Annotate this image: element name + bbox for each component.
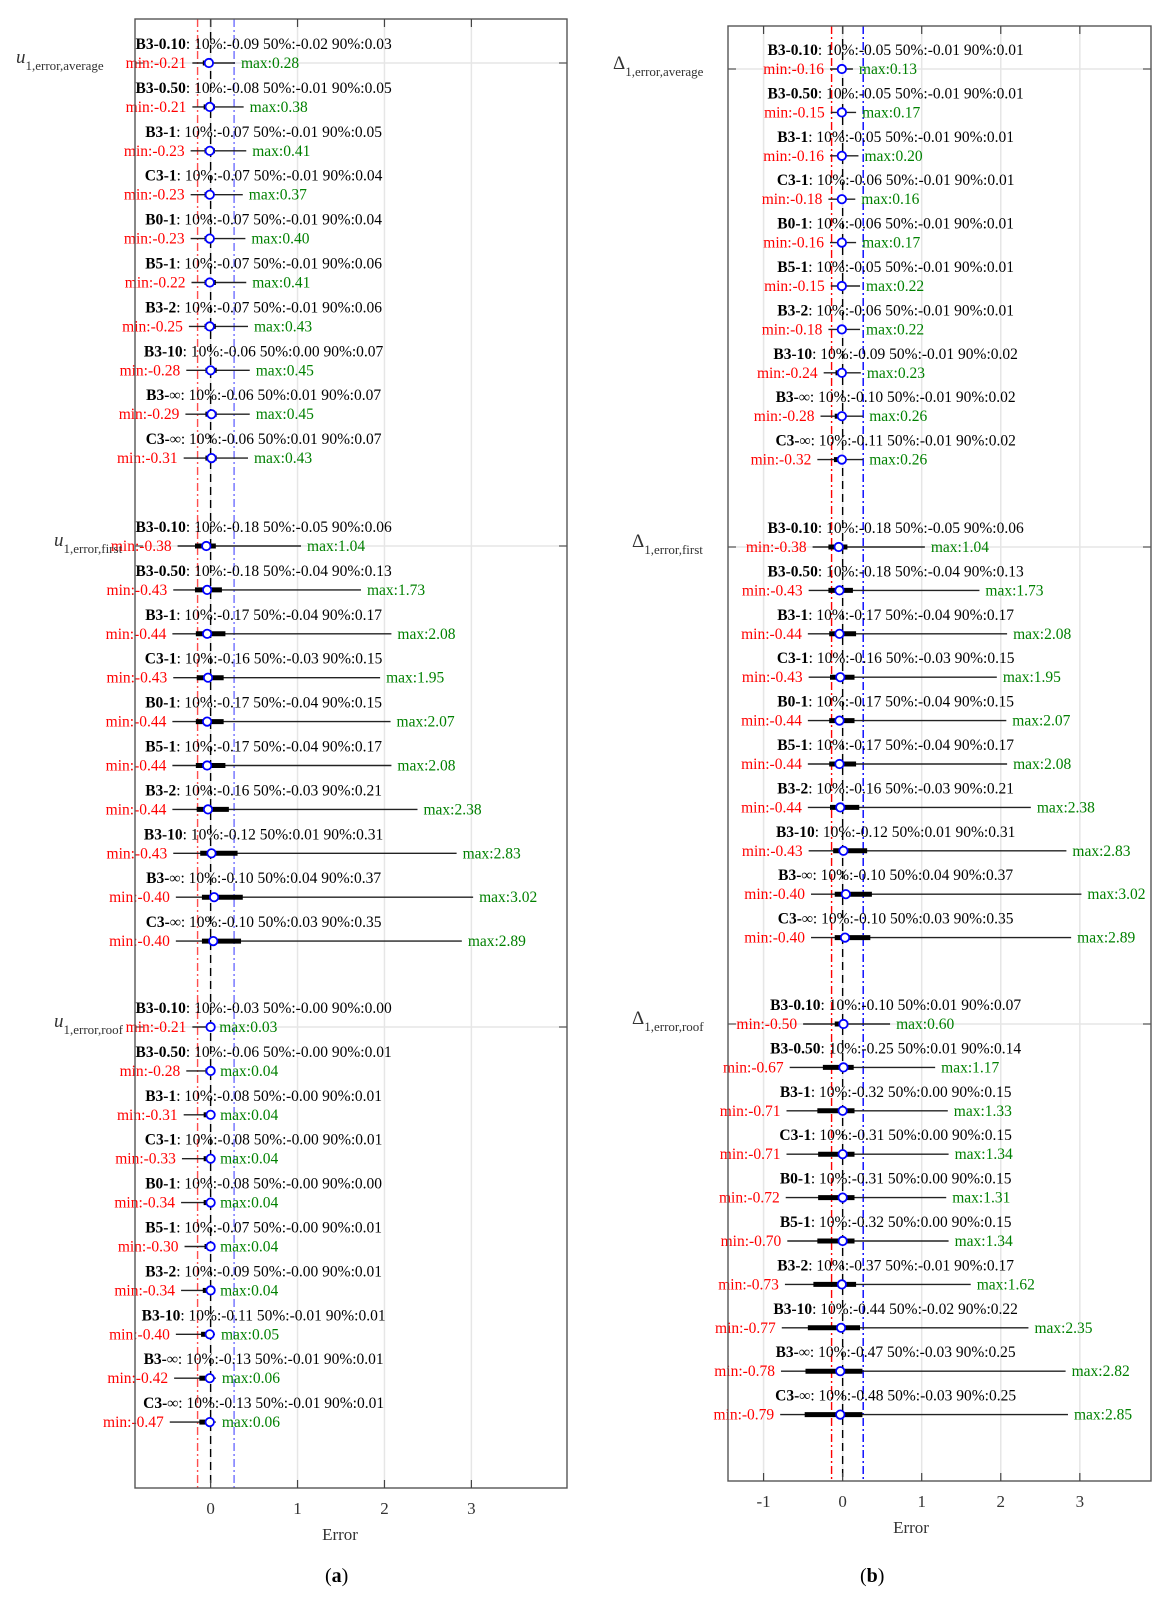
caption-b: (b) <box>860 1565 885 1587</box>
panel-b-chart <box>583 0 1166 1613</box>
min-label: min:-0.77 <box>715 1319 776 1337</box>
row-stats-label: B3-0.10: 10%:-0.05 50%:-0.01 90%:0.01 <box>767 42 1024 59</box>
min-label: min:-0.23 <box>123 186 185 204</box>
max-label: max:0.04 <box>220 1062 279 1080</box>
median-marker <box>203 586 211 594</box>
min-label: min:-0.43 <box>106 669 168 687</box>
row-stats-label: B0-1: 10%:-0.06 50%:-0.01 90%:0.01 <box>777 215 1015 233</box>
min-label: min:-0.71 <box>719 1102 781 1120</box>
median-marker <box>836 1367 844 1375</box>
max-label: max:0.04 <box>220 1282 279 1300</box>
max-label: max:1.04 <box>307 538 366 555</box>
median-marker <box>203 761 211 769</box>
min-label: min:-0.44 <box>741 712 802 730</box>
median-marker <box>838 1193 846 1201</box>
max-label: max:2.35 <box>1034 1319 1093 1337</box>
row-stats-label: B5-1: 10%:-0.05 50%:-0.01 90%:0.01 <box>777 259 1015 276</box>
min-label: min:-0.21 <box>125 98 187 116</box>
min-label: min:-0.23 <box>123 230 185 248</box>
max-label: max:2.89 <box>1077 929 1136 947</box>
median-marker <box>207 410 215 418</box>
min-label: min:-0.40 <box>744 929 806 947</box>
row-stats-label: B3-0.50: 10%:-0.18 50%:-0.04 90%:0.13 <box>135 562 392 580</box>
min-label: min:-0.40 <box>109 933 170 951</box>
row-stats-label: B3-∞: 10%:-0.10 50%:0.04 90%:0.37 <box>146 870 382 888</box>
min-label: min:-0.78 <box>714 1363 775 1381</box>
max-label: max:0.26 <box>869 451 928 469</box>
median-marker <box>206 366 214 374</box>
min-label: min:-0.40 <box>109 1326 170 1344</box>
median-marker <box>206 103 214 111</box>
median-marker <box>839 1020 847 1028</box>
row-stats-label: B5-1: 10%:-0.07 50%:-0.00 90%:0.01 <box>145 1219 383 1237</box>
row-stats-label: C3-∞: 10%:-0.10 50%:0.03 90%:0.35 <box>145 914 382 932</box>
x-tick-label: 3 <box>1075 1492 1085 1511</box>
min-label: min:-0.38 <box>110 538 172 555</box>
min-label: min:-0.16 <box>763 147 824 165</box>
y-group-label: $\Delta_{1,error,roof}$ <box>632 1008 704 1034</box>
min-label: min:-0.15 <box>764 104 825 122</box>
max-label: max:0.41 <box>252 274 311 292</box>
median-marker <box>207 849 215 857</box>
median-marker <box>835 630 843 638</box>
row-stats-label: B3-0.10: 10%:-0.03 50%:-0.00 90%:0.00 <box>135 1000 392 1017</box>
row-stats-label: B0-1: 10%:-0.08 50%:-0.00 90%:0.00 <box>145 1175 383 1193</box>
row-stats-label: C3-∞: 10%:-0.13 50%:-0.01 90%:0.01 <box>143 1395 385 1413</box>
row-stats-label: B3-0.10: 10%:-0.18 50%:-0.05 90%:0.06 <box>135 519 392 536</box>
caption-a: (a) <box>325 1565 349 1587</box>
median-marker <box>842 890 850 898</box>
min-label: min:-0.31 <box>116 1106 178 1124</box>
median-marker <box>838 412 846 420</box>
median-marker <box>838 1107 846 1115</box>
row-stats-label: C3-∞: 10%:-0.48 50%:-0.03 90%:0.25 <box>775 1387 1017 1405</box>
min-label: min:-0.40 <box>744 886 806 904</box>
max-label: max:0.22 <box>866 321 925 339</box>
min-label: min:-0.40 <box>109 889 170 907</box>
median-marker <box>206 1242 214 1250</box>
max-label: max:1.34 <box>954 1146 1013 1164</box>
row-stats-label: B3-0.50: 10%:-0.05 50%:-0.01 90%:0.01 <box>767 85 1024 103</box>
median-marker <box>206 191 214 199</box>
min-label: min:-0.44 <box>105 801 167 819</box>
min-label: min:-0.70 <box>720 1233 782 1250</box>
min-label: min:-0.71 <box>719 1146 781 1164</box>
median-marker <box>206 1286 214 1294</box>
median-marker <box>838 282 846 290</box>
min-label: min:-0.18 <box>761 321 823 339</box>
median-marker <box>206 234 214 242</box>
max-label: max:0.05 <box>220 1326 280 1344</box>
min-label: min:-0.73 <box>718 1276 779 1294</box>
median-marker <box>210 893 218 901</box>
x-tick-label: 1 <box>293 1499 302 1518</box>
row-stats-label: C3-1: 10%:-0.16 50%:-0.03 90%:0.15 <box>144 650 383 668</box>
max-label: max:0.04 <box>220 1106 279 1124</box>
row-stats-label: C3-1: 10%:-0.16 50%:-0.03 90%:0.15 <box>776 650 1015 668</box>
y-group-label: $\Delta_{1,error,first}$ <box>632 531 703 557</box>
min-label: min:-0.50 <box>736 1016 798 1033</box>
median-marker <box>835 586 843 594</box>
row-stats-label: C3-∞: 10%:-0.10 50%:0.03 90%:0.35 <box>777 910 1014 928</box>
median-marker <box>839 1063 847 1071</box>
max-label: max:2.82 <box>1071 1363 1130 1381</box>
max-label: max:2.08 <box>1013 625 1072 643</box>
min-label: min:-0.31 <box>116 450 178 468</box>
row-stats-label: B3-1: 10%:-0.05 50%:-0.01 90%:0.01 <box>777 128 1015 146</box>
row-stats-label: B3-2: 10%:-0.06 50%:-0.01 90%:0.01 <box>777 302 1015 320</box>
row-stats-label: B3-1: 10%:-0.32 50%:0.00 90%:0.15 <box>779 1083 1012 1101</box>
min-label: min:-0.34 <box>114 1194 176 1212</box>
row-stats-label: B3-10: 10%:-0.44 50%:-0.02 90%:0.22 <box>773 1300 1018 1318</box>
x-axis-label: Error <box>322 1525 358 1544</box>
median-marker <box>205 59 213 67</box>
median-marker <box>206 1374 214 1382</box>
row-stats-label: B5-1: 10%:-0.32 50%:0.00 90%:0.15 <box>779 1214 1012 1231</box>
max-label: max:0.43 <box>253 318 313 336</box>
max-label: max:1.31 <box>952 1189 1011 1207</box>
min-label: min:-0.16 <box>763 61 824 78</box>
max-label: max:2.83 <box>1072 842 1131 860</box>
median-marker <box>838 325 846 333</box>
row-stats-label: B3-10: 10%:-0.11 50%:-0.01 90%:0.01 <box>141 1307 386 1325</box>
median-marker <box>836 673 844 681</box>
row-stats-label: B3-10: 10%:-0.12 50%:0.01 90%:0.31 <box>143 826 384 844</box>
max-label: max:0.06 <box>221 1414 280 1432</box>
median-marker <box>834 543 842 551</box>
max-label: max:3.02 <box>1087 886 1146 904</box>
x-axis-label: Error <box>893 1518 929 1537</box>
min-label: min:-0.38 <box>745 539 807 556</box>
row-stats-label: B3-∞: 10%:-0.06 50%:0.01 90%:0.07 <box>146 387 382 405</box>
min-label: min:-0.43 <box>106 845 168 863</box>
row-stats-label: C3-∞: 10%:-0.06 50%:0.01 90%:0.07 <box>145 431 382 449</box>
x-tick-label: 2 <box>380 1499 389 1518</box>
row-stats-label: B3-0.50: 10%:-0.08 50%:-0.01 90%:0.05 <box>135 79 392 97</box>
min-label: min:-0.44 <box>105 625 167 643</box>
median-marker <box>207 454 215 462</box>
median-marker <box>838 455 846 463</box>
max-label: max:1.73 <box>366 581 426 599</box>
median-marker <box>836 1410 844 1418</box>
max-label: max:2.08 <box>1013 756 1072 773</box>
panel-b-plot <box>583 0 1166 1613</box>
x-tick-label: 1 <box>917 1492 926 1511</box>
row-stats-label: B3-1: 10%:-0.17 50%:-0.04 90%:0.17 <box>145 606 383 624</box>
median-marker <box>837 1324 845 1332</box>
max-label: max:1.17 <box>941 1059 1000 1077</box>
max-label: max:0.20 <box>864 147 923 165</box>
row-stats-label: B3-1: 10%:-0.08 50%:-0.00 90%:0.01 <box>145 1087 383 1105</box>
x-tick-label: 2 <box>996 1492 1006 1511</box>
x-tick-label: -1 <box>756 1492 771 1511</box>
max-label: max:2.08 <box>397 625 456 643</box>
median-marker <box>206 1155 214 1163</box>
y-group-label: $u_{1,error,roof}$ <box>54 1011 123 1037</box>
median-marker <box>838 108 846 116</box>
min-label: min:-0.72 <box>718 1189 780 1207</box>
row-stats-label: B3-∞: 10%:-0.13 50%:-0.01 90%:0.01 <box>143 1351 384 1369</box>
y-group-label: $\Delta_{1,error,average}$ <box>613 53 704 79</box>
max-label: max:0.06 <box>221 1370 280 1388</box>
min-label: min:-0.44 <box>741 625 802 643</box>
row-stats-label: B3-0.10: 10%:-0.18 50%:-0.05 90%:0.06 <box>767 520 1024 537</box>
row-stats-label: B3-∞: 10%:-0.47 50%:-0.03 90%:0.25 <box>775 1344 1016 1362</box>
x-tick-label: 3 <box>467 1499 476 1518</box>
row-stats-label: B5-1: 10%:-0.07 50%:-0.01 90%:0.06 <box>145 255 383 273</box>
min-label: min:-0.21 <box>125 55 187 72</box>
median-marker <box>841 933 849 941</box>
min-label: min:-0.79 <box>713 1406 775 1424</box>
y-group-label: $u_{1,error,average}$ <box>16 47 104 73</box>
max-label: max:0.04 <box>220 1194 279 1212</box>
median-marker <box>838 65 846 73</box>
max-label: max:2.07 <box>396 713 455 731</box>
max-label: max:0.45 <box>255 406 314 424</box>
row-stats-label: B3-10: 10%:-0.06 50%:0.00 90%:0.07 <box>143 343 384 361</box>
max-label: max:0.26 <box>869 408 928 426</box>
median-marker <box>206 1111 214 1119</box>
min-label: min:-0.44 <box>741 799 802 817</box>
median-marker <box>204 805 212 813</box>
max-label: max:1.95 <box>386 669 445 687</box>
max-label: max:0.60 <box>896 1016 955 1033</box>
row-stats-label: B3-1: 10%:-0.17 50%:-0.04 90%:0.17 <box>777 606 1015 624</box>
row-stats-label: B3-10: 10%:-0.12 50%:0.01 90%:0.31 <box>775 823 1016 841</box>
row-stats-label: B3-2: 10%:-0.09 50%:-0.00 90%:0.01 <box>145 1263 383 1281</box>
min-label: min:-0.43 <box>741 842 803 860</box>
row-stats-label: B3-0.10: 10%:-0.09 50%:-0.02 90%:0.03 <box>135 36 392 53</box>
min-label: min:-0.21 <box>125 1019 187 1036</box>
median-marker <box>206 1198 214 1206</box>
median-marker <box>206 1330 214 1338</box>
min-label: min:-0.15 <box>764 278 825 295</box>
min-label: min:-0.43 <box>106 581 168 599</box>
median-marker <box>835 716 843 724</box>
max-label: max:0.37 <box>248 186 307 204</box>
max-label: max:1.34 <box>954 1233 1013 1250</box>
row-stats-label: C3-∞: 10%:-0.11 50%:-0.01 90%:0.02 <box>775 432 1016 450</box>
row-stats-label: B3-0.50: 10%:-0.18 50%:-0.04 90%:0.13 <box>767 563 1024 581</box>
median-marker <box>204 674 212 682</box>
y-group-label: $u_{1,error,first}$ <box>54 530 123 556</box>
max-label: max:0.03 <box>219 1019 278 1036</box>
max-label: max:0.40 <box>251 230 310 248</box>
max-label: max:1.73 <box>985 582 1044 600</box>
row-stats-label: C3-1: 10%:-0.31 50%:0.00 90%:0.15 <box>779 1127 1012 1145</box>
row-stats-label: B3-2: 10%:-0.07 50%:-0.01 90%:0.06 <box>145 299 383 317</box>
median-marker <box>838 1150 846 1158</box>
max-label: max:0.17 <box>862 234 921 252</box>
x-tick-label: 0 <box>838 1492 847 1511</box>
row-stats-label: B5-1: 10%:-0.17 50%:-0.04 90%:0.17 <box>145 738 383 756</box>
row-stats-label: B3-2: 10%:-0.37 50%:-0.01 90%:0.17 <box>777 1257 1015 1275</box>
median-marker <box>838 238 846 246</box>
row-stats-label: B0-1: 10%:-0.17 50%:-0.04 90%:0.15 <box>777 693 1015 711</box>
max-label: max:0.22 <box>866 278 925 295</box>
min-label: min:-0.34 <box>114 1282 176 1300</box>
row-stats-label: B3-10: 10%:-0.09 50%:-0.01 90%:0.02 <box>773 345 1018 363</box>
max-label: max:2.08 <box>397 757 456 775</box>
median-marker <box>206 278 214 286</box>
row-stats-label: B5-1: 10%:-0.17 50%:-0.04 90%:0.17 <box>777 737 1015 754</box>
max-label: max:2.38 <box>423 801 482 819</box>
row-stats-label: C3-1: 10%:-0.07 50%:-0.01 90%:0.04 <box>144 167 383 185</box>
max-label: max:0.43 <box>253 450 313 468</box>
max-label: max:0.38 <box>249 98 308 116</box>
max-label: max:0.04 <box>220 1150 279 1168</box>
median-marker <box>202 542 210 550</box>
max-label: max:2.85 <box>1073 1406 1133 1424</box>
max-label: max:2.38 <box>1036 799 1095 817</box>
max-label: max:1.62 <box>976 1276 1035 1294</box>
min-label: min:-0.47 <box>103 1414 164 1432</box>
row-stats-label: B3-0.10: 10%:-0.10 50%:0.01 90%:0.07 <box>770 997 1022 1014</box>
min-label: min:-0.67 <box>722 1059 784 1077</box>
min-label: min:-0.44 <box>105 713 167 731</box>
min-label: min:-0.29 <box>118 406 180 424</box>
median-marker <box>206 1067 214 1075</box>
row-stats-label: C3-1: 10%:-0.06 50%:-0.01 90%:0.01 <box>776 172 1015 190</box>
min-label: min:-0.25 <box>122 318 183 336</box>
max-label: max:0.23 <box>866 364 925 382</box>
median-marker <box>206 1023 214 1031</box>
max-label: max:0.17 <box>862 104 921 122</box>
median-marker <box>203 630 211 638</box>
min-label: min:-0.16 <box>763 234 824 252</box>
max-label: max:0.13 <box>858 61 918 78</box>
median-marker <box>836 803 844 811</box>
max-label: max:0.41 <box>252 142 311 160</box>
max-label: max:0.04 <box>220 1238 279 1256</box>
min-label: min:-0.22 <box>124 274 186 292</box>
median-marker <box>206 322 214 330</box>
row-stats-label: B3-2: 10%:-0.16 50%:-0.03 90%:0.21 <box>777 780 1015 798</box>
median-marker <box>839 847 847 855</box>
min-label: min:-0.28 <box>119 1062 181 1080</box>
median-marker <box>838 369 846 377</box>
row-stats-label: B3-2: 10%:-0.16 50%:-0.03 90%:0.21 <box>145 782 383 800</box>
min-label: min:-0.32 <box>750 451 812 469</box>
min-label: min:-0.44 <box>105 757 167 775</box>
min-label: min:-0.28 <box>119 362 181 380</box>
median-marker <box>203 717 211 725</box>
min-label: min:-0.30 <box>117 1238 179 1256</box>
min-label: min:-0.43 <box>741 669 803 687</box>
median-marker <box>838 1280 846 1288</box>
max-label: max:1.04 <box>930 539 989 556</box>
max-label: max:1.95 <box>1002 669 1061 687</box>
max-label: max:2.07 <box>1012 712 1071 730</box>
row-stats-label: B3-0.50: 10%:-0.25 50%:0.01 90%:0.14 <box>770 1040 1022 1058</box>
max-label: max:3.02 <box>479 889 538 907</box>
min-label: min:-0.44 <box>741 756 802 773</box>
min-label: min:-0.42 <box>107 1370 169 1388</box>
row-stats-label: B0-1: 10%:-0.31 50%:0.00 90%:0.15 <box>779 1170 1012 1188</box>
min-label: min:-0.43 <box>741 582 803 600</box>
min-label: min:-0.28 <box>753 408 815 426</box>
row-stats-label: C3-1: 10%:-0.08 50%:-0.00 90%:0.01 <box>144 1131 383 1149</box>
median-marker <box>838 195 846 203</box>
row-stats-label: B3-∞: 10%:-0.10 50%:-0.01 90%:0.02 <box>775 389 1016 407</box>
max-label: max:0.45 <box>255 362 314 380</box>
min-label: min:-0.33 <box>115 1150 176 1168</box>
median-marker <box>835 760 843 768</box>
x-tick-label: 0 <box>206 1499 215 1518</box>
max-label: max:1.33 <box>953 1102 1012 1120</box>
min-label: min:-0.24 <box>756 364 818 382</box>
median-marker <box>838 152 846 160</box>
row-stats-label: B3-0.50: 10%:-0.06 50%:-0.00 90%:0.01 <box>135 1043 392 1061</box>
row-stats-label: B0-1: 10%:-0.07 50%:-0.01 90%:0.04 <box>145 211 383 229</box>
median-marker <box>838 1237 846 1245</box>
row-stats-label: B0-1: 10%:-0.17 50%:-0.04 90%:0.15 <box>145 694 383 712</box>
max-label: max:0.16 <box>861 191 920 209</box>
max-label: max:2.83 <box>462 845 521 863</box>
median-marker <box>206 147 214 155</box>
max-label: max:0.28 <box>240 55 300 72</box>
median-marker <box>206 1418 214 1426</box>
max-label: max:2.89 <box>467 933 526 951</box>
min-label: min:-0.18 <box>761 191 823 209</box>
row-stats-label: B3-1: 10%:-0.07 50%:-0.01 90%:0.05 <box>145 123 383 141</box>
min-label: min:-0.23 <box>123 142 185 160</box>
row-stats-label: B3-∞: 10%:-0.10 50%:0.04 90%:0.37 <box>778 867 1014 885</box>
median-marker <box>209 937 217 945</box>
